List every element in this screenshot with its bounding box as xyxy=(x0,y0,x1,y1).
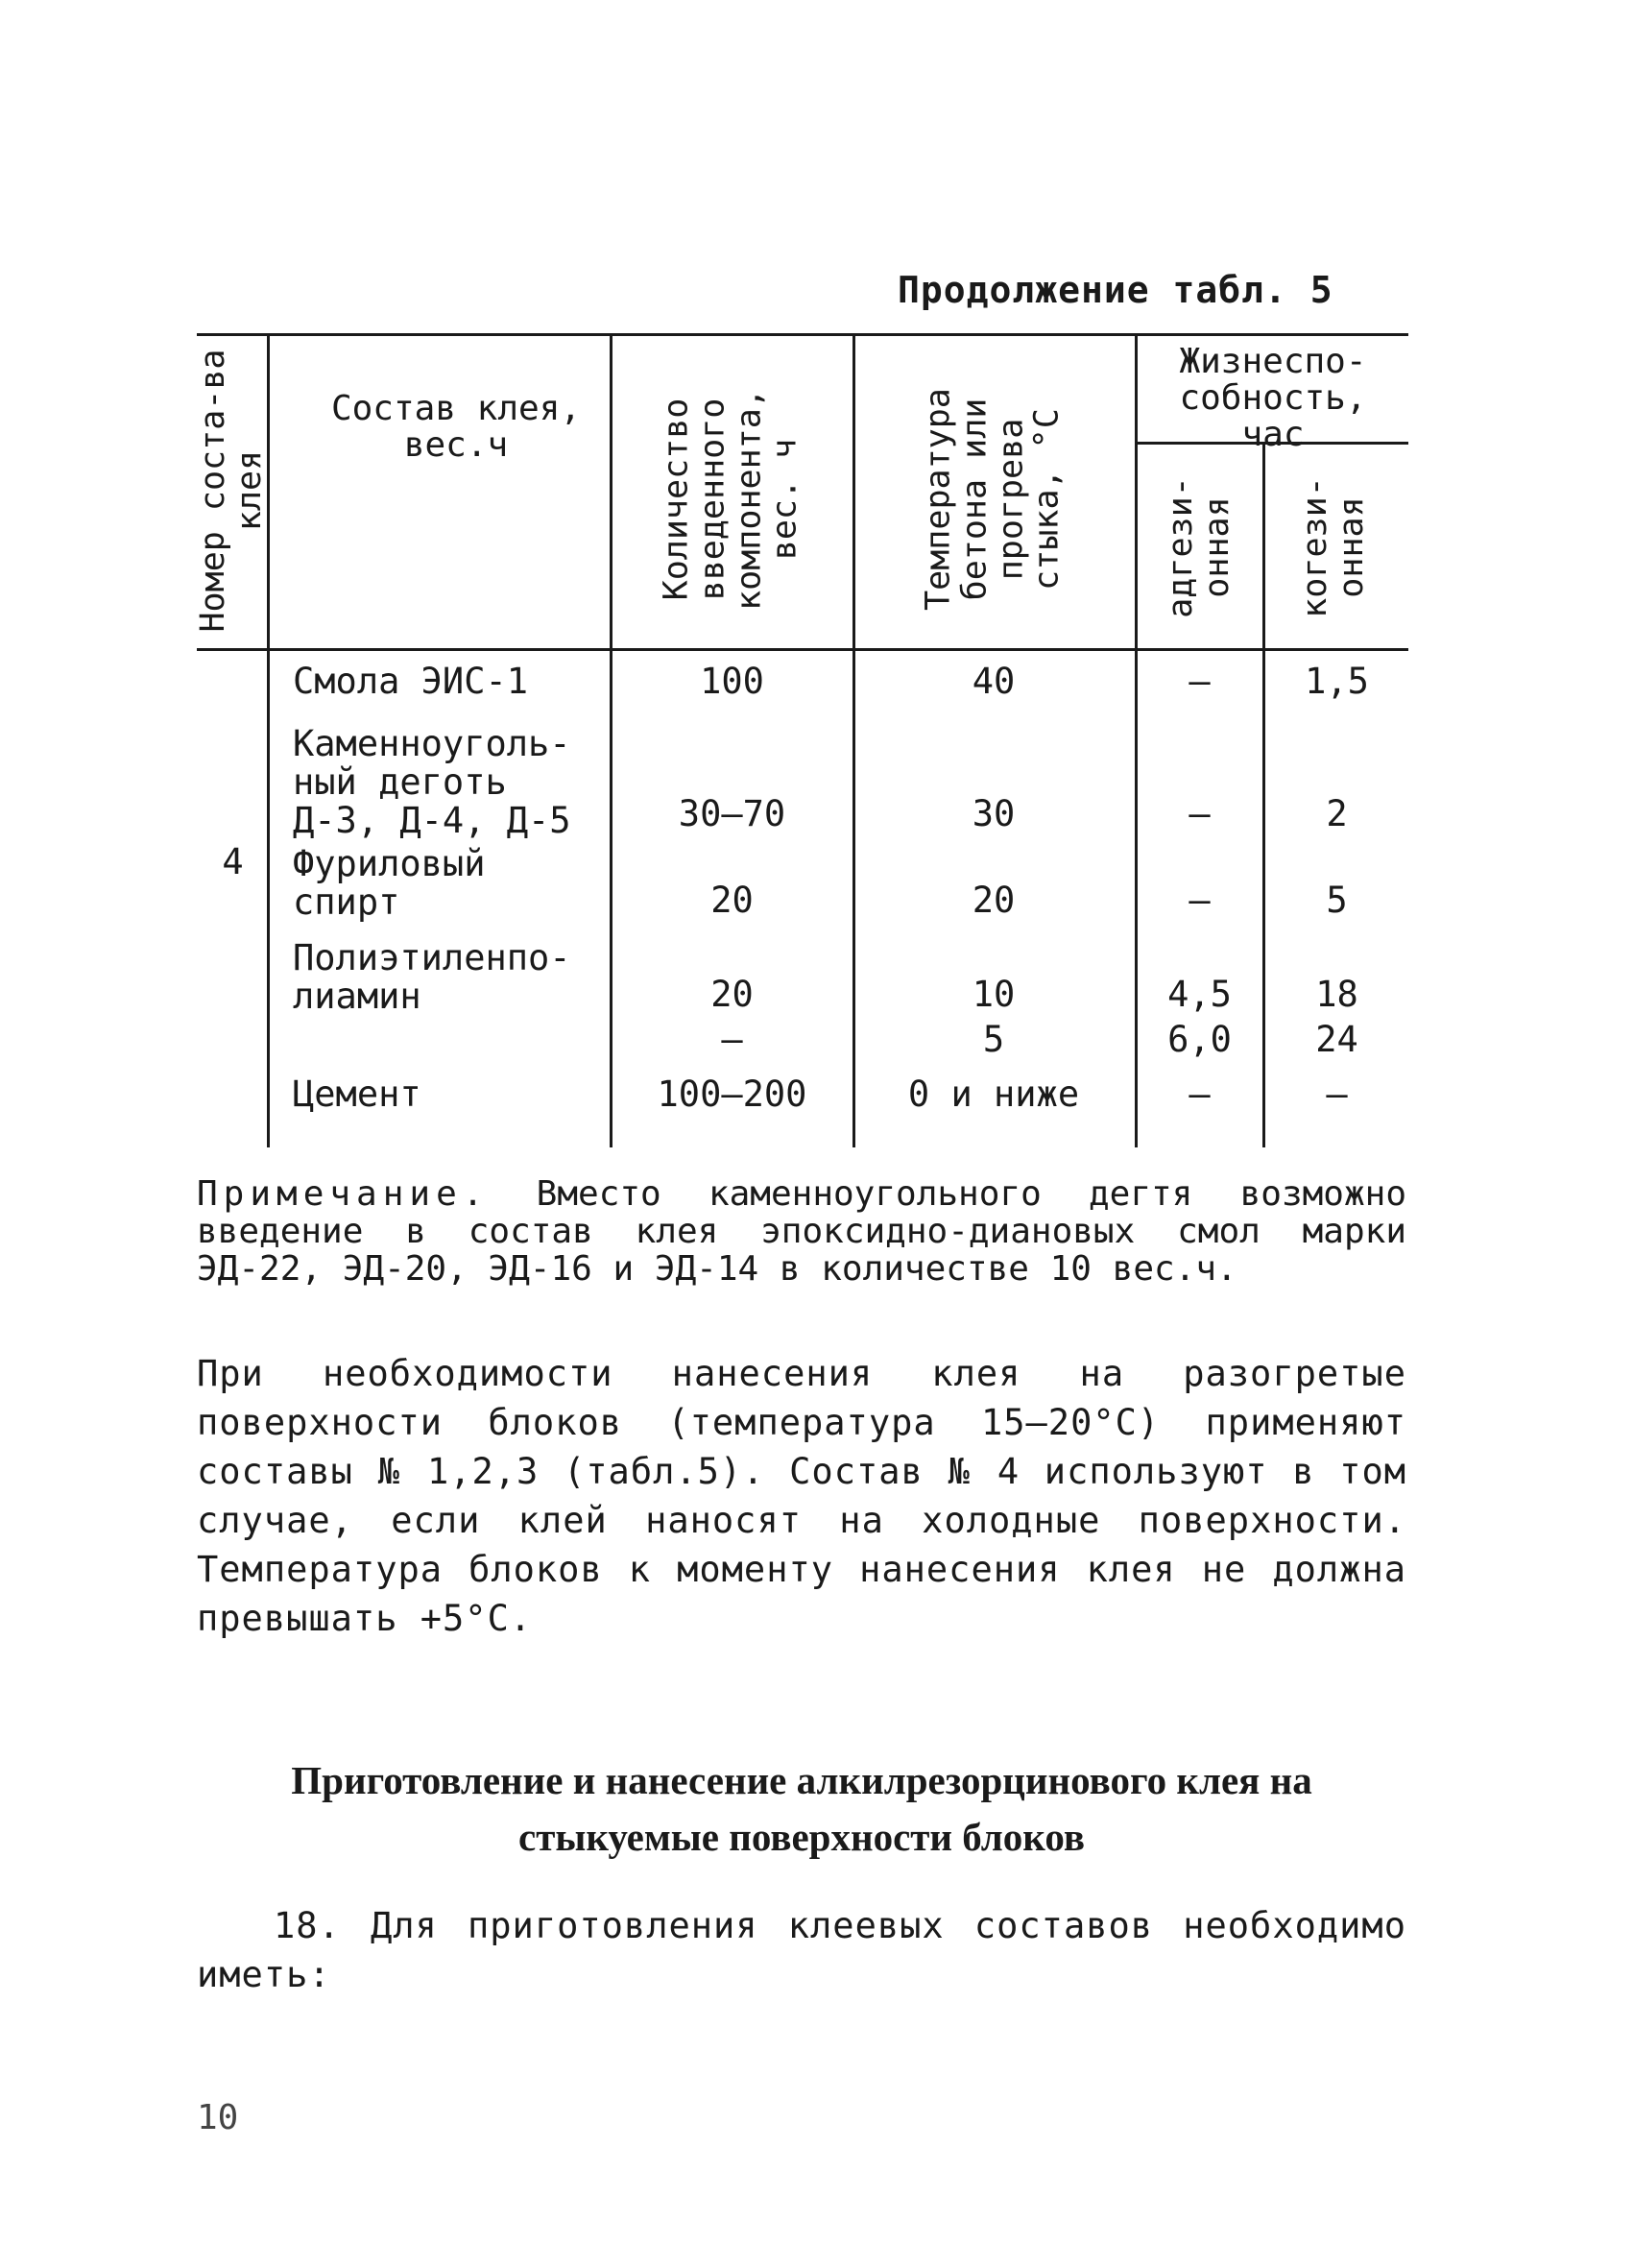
header-cohesive: когези-онная xyxy=(1296,476,1371,618)
composition-number: 4 xyxy=(222,841,244,882)
temperature-value: 40 xyxy=(972,661,1016,702)
cohesive-value: 5 xyxy=(1326,880,1348,921)
table-note xyxy=(197,1176,1406,1289)
item-18-text: 18. Для приготовления клеевых составов необходимо иметь: xyxy=(197,1905,1406,1996)
adhesive-value: – xyxy=(1189,880,1211,921)
body-paragraph: При необходимости нанесения клея на разогретые поверхности блоков (температура 15–20°С) применяют составы № 1,2,3 (табл.5). Состав № 4 используют в том случае, если клей наносят на холодные поверхности. Температура блоков к моменту нанесения клея не должна превышать +5°С. xyxy=(197,1353,1406,1640)
cohesive-value: 1,5 xyxy=(1305,661,1369,702)
cohesive-value: – xyxy=(1326,1074,1348,1115)
note-label: Примечание. xyxy=(197,1174,490,1214)
temperature-value: 20 xyxy=(972,880,1016,921)
component-name: Каменноуголь-ный деготь Д-3, Д-4, Д-5 xyxy=(293,723,571,841)
adhesive-value: – xyxy=(1189,661,1211,702)
table-caption: Продолжение табл. 5 xyxy=(898,269,1333,311)
section-heading: Приготовление и нанесение алкилрезорцинового клея на стыкуемые поверхности блоков xyxy=(291,1758,1312,1860)
header-viability: Жизнеспо-собность, час xyxy=(1179,342,1367,454)
adhesive-value: – xyxy=(1189,793,1211,834)
item-18-paragraph xyxy=(197,1901,1406,1999)
quantity-value: 20 xyxy=(710,880,754,921)
temperature-value: 10 xyxy=(972,974,1016,1015)
component-name: Смола ЭИС-1 xyxy=(293,661,529,702)
quantity-value: 100–200 xyxy=(657,1074,807,1115)
quantity-value: 30–70 xyxy=(678,793,786,834)
quantity-value: – xyxy=(721,1019,743,1060)
component-name: Полиэтиленпо-лиамин xyxy=(293,937,571,1017)
col-divider-2 xyxy=(610,333,612,1147)
component-name: Фуриловый спирт xyxy=(293,843,486,923)
cohesive-value: 18 xyxy=(1315,974,1358,1015)
adhesive-value: 4,5 xyxy=(1167,974,1232,1015)
header-bottom-rule xyxy=(197,648,1408,651)
col-divider-4 xyxy=(1135,333,1138,1147)
quantity-value: 100 xyxy=(700,661,764,702)
note-text: Вместо каменноугольного дегтя возможно введение в состав клея эпоксидно-диановых смол марки ЭД-22, ЭД-20, ЭД-16 и ЭД-14 в количестве 10 вес.ч. xyxy=(197,1174,1406,1289)
col-divider-3 xyxy=(853,333,855,1147)
page-number: 10 xyxy=(197,2098,239,2137)
adhesive-value: – xyxy=(1189,1074,1211,1115)
temperature-value: 30 xyxy=(972,793,1016,834)
cohesive-value: 24 xyxy=(1315,1019,1358,1060)
temperature-value: 5 xyxy=(982,1019,1005,1060)
header-number: Номер соста-ва клея xyxy=(194,349,269,633)
table-top-rule xyxy=(197,333,1408,336)
header-quantity: Количество введенного компонента, вес. ч xyxy=(657,388,804,611)
col-divider-5 xyxy=(1262,442,1265,1147)
header-composition: Состав клея, вес.ч xyxy=(330,389,582,465)
adhesive-value: 6,0 xyxy=(1167,1019,1232,1060)
header-adhesive: адгези-онная xyxy=(1162,476,1237,618)
temperature-value: 0 и ниже xyxy=(907,1074,1080,1115)
quantity-value: 20 xyxy=(710,974,754,1015)
cohesive-value: 2 xyxy=(1326,793,1348,834)
component-name: Цемент xyxy=(293,1074,421,1115)
header-temperature: Температура бетона или прогрева стыка, °С xyxy=(919,388,1067,611)
